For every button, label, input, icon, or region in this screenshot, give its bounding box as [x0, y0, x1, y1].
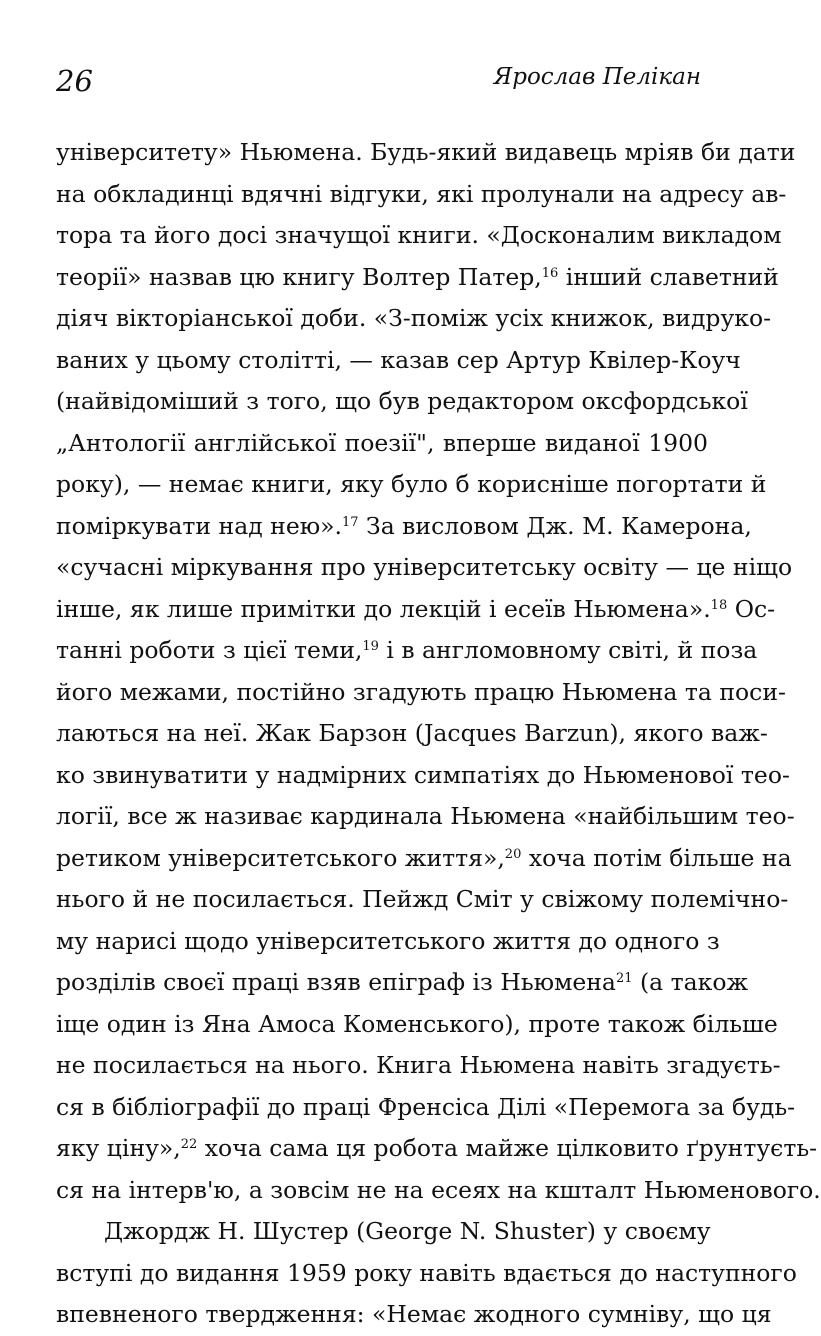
line-text: ко звинуватити у надмірних симпатіях до Ньюменової тео-	[56, 760, 790, 789]
footnote-marker: 18	[710, 597, 728, 613]
text-line	[56, 132, 796, 174]
text-line	[56, 713, 768, 755]
text-line	[56, 1045, 781, 1087]
text-line	[56, 1004, 778, 1046]
line-text: «сучасні міркування про університетську освіту — це ніщо	[56, 553, 793, 581]
line-text: ваних у цьому столітті, — казав сер Артур Квілер-Коуч	[56, 345, 741, 374]
text-line	[56, 547, 793, 589]
text-line	[56, 257, 779, 299]
line-text: му нарисі щодо університетського життя до одного з	[56, 926, 720, 955]
body-text	[56, 132, 821, 1336]
line-text: лаються на неї. Жак Барзон (Jacques Barzun), якого важ-	[56, 719, 768, 747]
text-line	[56, 1087, 796, 1129]
line-text: вступі до видання 1959 року навіть вдається до наступного	[56, 1258, 797, 1287]
line-text: ся на інтерв'ю, а зовсім не на есеях на кшталт Ньюменового.	[56, 1175, 821, 1204]
text-line	[56, 755, 790, 797]
text-line	[56, 838, 792, 880]
line-text-after-note: Ос-	[727, 594, 776, 623]
line-text: впевненого твердження: «Немає жодного сумніву, що ця	[56, 1300, 772, 1328]
text-line	[56, 630, 758, 672]
line-text: тора та його досі значущої книги. «Досконалим викладом	[56, 221, 782, 249]
line-text: танні роботи з цієї теми,	[56, 636, 363, 664]
text-line	[56, 589, 776, 631]
line-text: інше, як лише примітки до лекцій і есеїв Ньюмена».	[56, 594, 711, 623]
text-line	[56, 879, 789, 921]
text-line	[56, 464, 767, 506]
line-text: логії, все ж називає кардинала Ньюмена «найбільшим тео-	[56, 802, 795, 830]
line-text: не посилається на нього. Книга Ньюмена навіть згадуєть-	[56, 1051, 781, 1079]
line-text: його межами, постійно згадують працю Ньюмена та поси-	[56, 677, 786, 706]
line-text-after-note: хоча сама ця робота майже цілковито ґрунтуєть-	[197, 1134, 818, 1162]
text-line	[56, 215, 782, 257]
line-text: діяч вікторіанської доби. «З-поміж усіх книжок, видруко-	[56, 304, 772, 332]
text-line	[56, 921, 720, 963]
text-line	[56, 1294, 772, 1336]
line-text: „Антології англійської поезії", вперше виданої 1900	[56, 428, 708, 457]
text-line	[56, 1211, 711, 1253]
line-text: Джордж Н. Шустер (George N. Shuster) у своєму	[104, 1217, 711, 1245]
line-text: нього й не посилається. Пейжд Сміт у свіжому полемічно-	[56, 885, 789, 913]
text-line	[56, 381, 748, 423]
text-line	[56, 506, 752, 548]
line-text-after-note: (а також	[632, 968, 749, 996]
line-text: іще один із Яна Амоса Коменського), проте також більше	[56, 1009, 778, 1038]
line-text-after-note: За висловом Дж. М. Камерона,	[358, 511, 752, 540]
footnote-marker: 19	[362, 639, 379, 655]
text-line	[56, 423, 708, 465]
line-text: розділів своєї праці взяв епіграф із Ньюмена	[56, 968, 616, 996]
text-line	[56, 962, 749, 1004]
footnote-marker: 20	[504, 846, 522, 862]
footnote-marker: 16	[541, 265, 559, 281]
line-text: року), — немає книги, яку було б корисніше погортати й	[56, 470, 767, 498]
line-text: теорії» назвав цю книгу Волтер Патер,	[56, 262, 542, 291]
line-text: яку ціну»,	[56, 1134, 181, 1162]
line-text: ретиком університетського життя»,	[56, 843, 505, 872]
footnote-marker: 21	[615, 971, 633, 987]
text-line	[56, 298, 772, 340]
text-line	[56, 1253, 797, 1295]
page-number: 26	[56, 64, 93, 98]
line-text-after-note: інший славетний	[558, 262, 779, 291]
footnote-marker: 22	[180, 1137, 198, 1153]
footnote-marker: 17	[342, 514, 359, 530]
text-line	[56, 1128, 818, 1170]
line-text: університету» Ньюмена. Будь-який видавець мріяв би дати	[56, 138, 796, 166]
text-line	[56, 174, 787, 216]
text-line	[56, 1170, 821, 1212]
line-text-after-note: і в англомовному світі, й поза	[378, 636, 758, 664]
line-text: на обкладинці вдячні відгуки, які пролунали на адресу ав-	[56, 179, 787, 208]
line-text: поміркувати над нею».	[56, 511, 343, 540]
line-text: ся в бібліографії до праці Френсіса Ділі «Перемога за будь-	[56, 1092, 796, 1121]
line-text: (найвідоміший з того, що був редактором оксфордської	[56, 387, 748, 415]
text-line	[56, 672, 786, 714]
text-line	[56, 340, 741, 382]
text-line	[56, 796, 795, 838]
running-head: Ярослав Пелікан	[493, 64, 701, 90]
line-text-after-note: хоча потім більше на	[521, 843, 792, 872]
